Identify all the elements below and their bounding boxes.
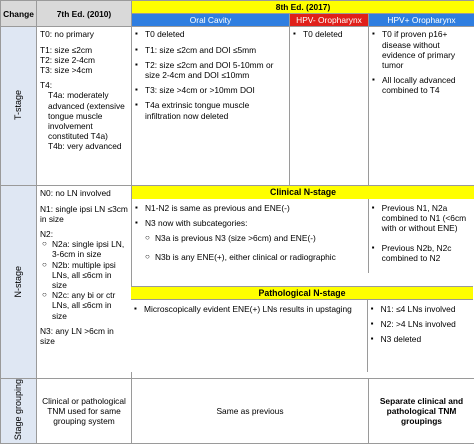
t7-t2: T2: size 2-4cm xyxy=(40,55,128,65)
n-stage-7th-cell xyxy=(37,186,132,379)
t7-t4a: T4a: moderately advanced (extensive tongue muscle involvement constituted T4a) xyxy=(40,90,128,141)
t7-t0: T0: no primary xyxy=(40,29,128,39)
t8-oral-t4a: ▪ T4a extrinsic tongue muscle infiltration now deleted xyxy=(135,100,286,120)
grouping-hpv-cell: Separate clinical and pathological TNM groupings xyxy=(369,379,474,443)
row-label-t-stage xyxy=(1,27,37,186)
t-stage-oral-cell xyxy=(132,27,290,186)
header-oral-cavity: Oral Cavity xyxy=(132,14,290,27)
t7-t1: T1: size ≤2cm xyxy=(40,45,128,55)
n7-n1: N1: single ipsi LN ≤3cm in size xyxy=(40,204,128,224)
t8-oral-t2: ▪ T2: size ≤2cm and DOI 5-10mm or size 2-4cm and DOI ≤10mm xyxy=(135,60,286,80)
header-hpv-negative: HPV- Oropharynx xyxy=(290,14,369,27)
path-hpv-n1: ▪ N1: ≤4 LNs involved xyxy=(371,304,470,314)
n-stage-label: N-stage xyxy=(13,266,23,298)
header-hpv-positive: HPV+ Oropharynx xyxy=(369,14,474,27)
pathological-n-stage-title: Pathological N-stage xyxy=(131,287,473,300)
n7-n0: N0: no LN involved xyxy=(40,188,128,198)
clinical-n3a: ○ N3a is previous N3 (size >6cm) and ENE(-) xyxy=(145,233,365,243)
path-b1: ▪ Microscopically evident ENE(+) LNs results in upstaging xyxy=(134,304,364,314)
t8-oral-t0: ▪ T0 deleted xyxy=(135,29,286,39)
clinical-n-stage-title: Clinical N-stage xyxy=(132,186,474,198)
t7-t4: T4: xyxy=(40,80,128,90)
clinical-hpv-b2: ▪ Previous N2b, N2c combined to N2 xyxy=(372,243,471,263)
n7-n2: N2: xyxy=(40,229,128,239)
clinical-hpv-b1: ▪ Previous N1, N2a combined to N1 (<6cm with or without ENE) xyxy=(372,203,471,234)
t8-hpvpos-t4: ▪ All locally advanced combined to T4 xyxy=(372,75,471,95)
clinical-oral-hpvneg xyxy=(132,199,369,273)
n7-n2b: ○ N2b: multiple ipsi LNs, all ≤6cm in size xyxy=(42,260,128,291)
path-oral-hpvneg xyxy=(131,300,368,372)
row-label-stage-grouping xyxy=(1,379,37,443)
t-stage-hpvneg-cell xyxy=(290,27,369,186)
n7-n2a: ○ N2a: single ipsi LN, 3-6cm in size xyxy=(42,239,128,259)
t8-hpvneg-t0: ▪ T0 deleted xyxy=(293,29,365,39)
t7-t4b: T4b: very advanced xyxy=(40,141,128,151)
grouping-7th-cell: Clinical or pathological TNM used for same grouping system xyxy=(37,379,132,443)
clinical-n3b: ○ N3b is any ENE(+), either clinical or radiographic xyxy=(145,252,365,262)
header-7th-ed: 7th Ed. (2010) xyxy=(37,1,132,27)
grouping-8th-cell: Same as previous xyxy=(132,379,369,443)
t8-hpvpos-t0: ▪ T0 if proven p16+ disease without evidence of primary tumor xyxy=(372,29,471,70)
clinical-b2: ▪ N3 now with subcategories: xyxy=(135,218,365,228)
path-hpv-n2: ▪ N2: >4 LNs involved xyxy=(371,319,470,329)
n7-n3: N3: any LN >6cm in size xyxy=(40,326,128,346)
t-stage-7th-cell xyxy=(37,27,132,186)
pathological-n-stage-block xyxy=(131,286,473,372)
t-stage-hpvpos-cell xyxy=(369,27,474,186)
t8-oral-t3: ▪ T3: size >4cm or >10mm DOI xyxy=(135,85,286,95)
path-hpv-n3: ▪ N3 deleted xyxy=(371,334,470,344)
t7-t3: T3: size >4cm xyxy=(40,65,128,75)
clinical-hpvpos xyxy=(369,199,474,273)
path-hpvpos xyxy=(368,300,473,372)
stage-grouping-label: Stage grouping xyxy=(13,379,23,440)
row-label-n-stage xyxy=(1,186,37,379)
clinical-b1: ▪ N1-N2 is same as previous and ENE(-) xyxy=(135,203,365,213)
t8-oral-t1: ▪ T1: size ≤2cm and DOI ≤5mm xyxy=(135,45,286,55)
n7-n2c: ○ N2c: any bi or ctr LNs, all ≤6cm in size xyxy=(42,290,128,321)
header-8th-ed: 8th Ed. (2017) xyxy=(132,1,474,14)
header-change: Change xyxy=(1,1,37,27)
t-stage-label: T-stage xyxy=(13,90,23,120)
